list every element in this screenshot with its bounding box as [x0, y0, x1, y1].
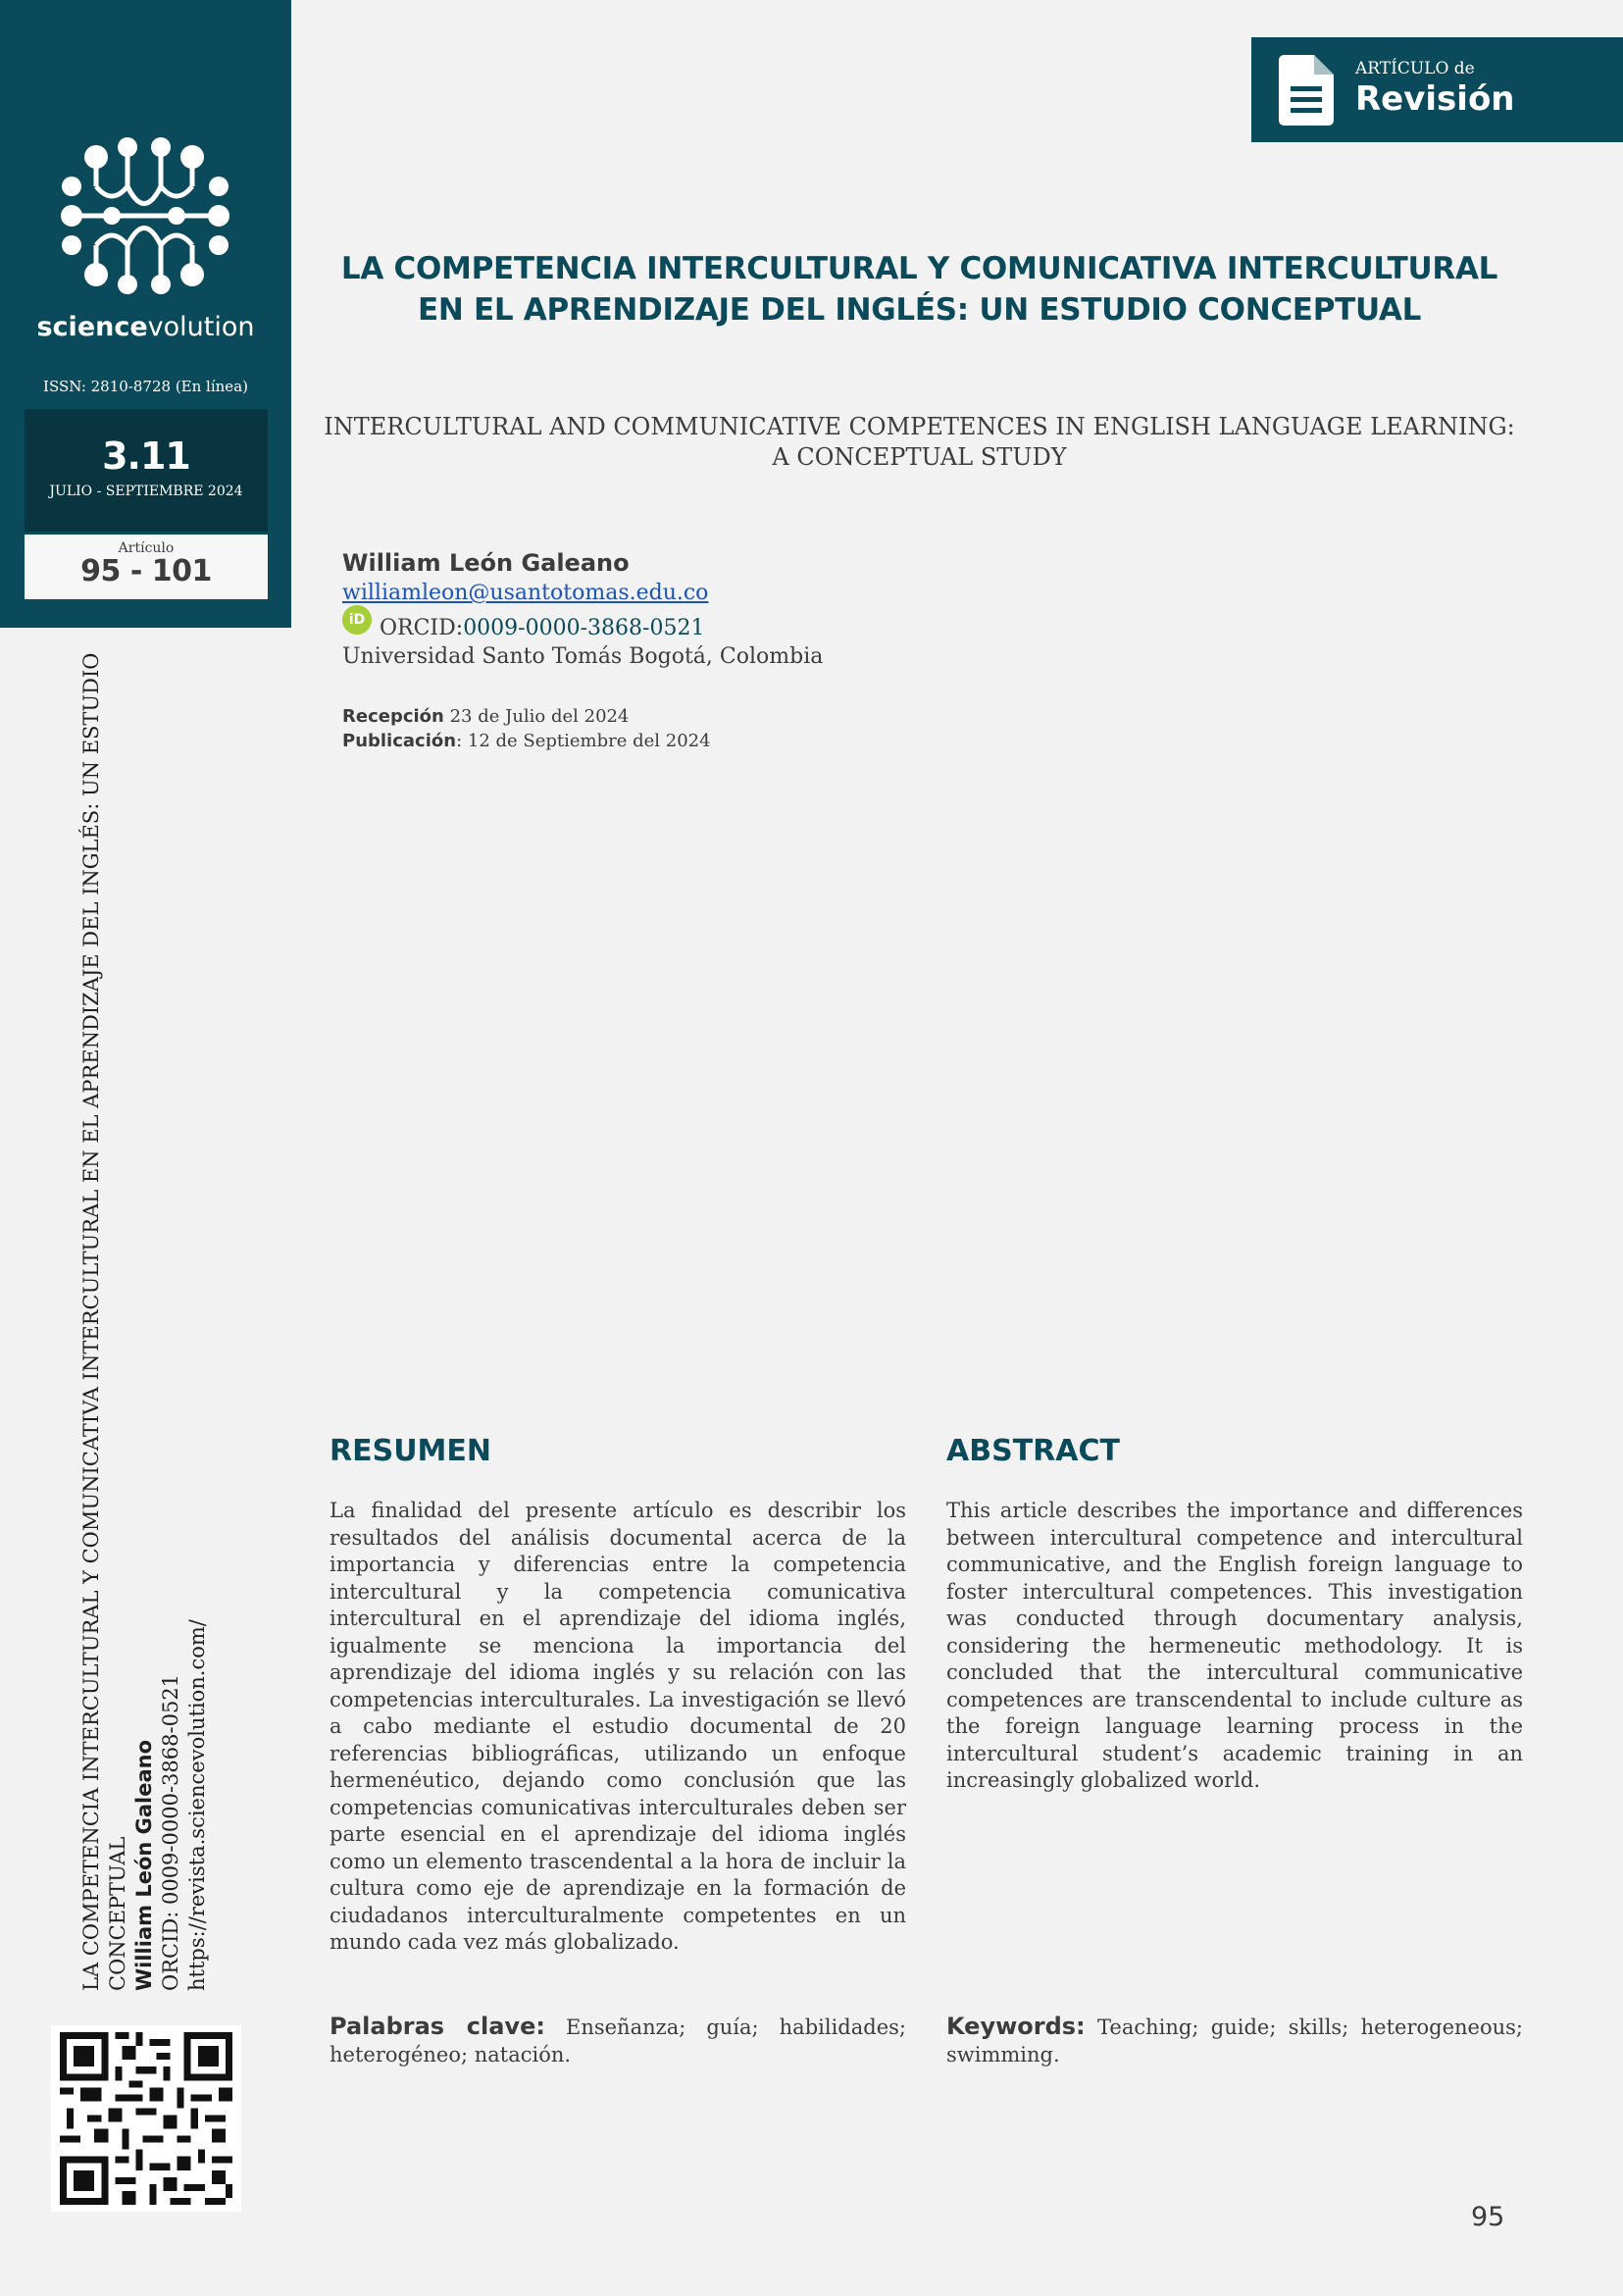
qr-code-icon [51, 2025, 241, 2212]
sciencevolution-logo-icon [57, 137, 233, 294]
journal-sidebar [0, 0, 291, 628]
rotated-title-line2: CONCEPTUAL [106, 1836, 129, 1991]
orcid-prefix: ORCID: [380, 615, 464, 640]
badge-type: Revisión [1355, 79, 1515, 119]
article-title: LA COMPETENCIA INTERCULTURAL Y COMUNICATIVA INTERCULTURAL EN EL APRENDIZAJE DEL INGLÉS: UN ESTUDIO CONCEPTUAL [340, 251, 1498, 328]
abstract-body: This article describes the importance and differences between intercultural competence and intercultural communicative, and the English foreign language to foster intercultural competences. This investigation was conducted through documentary analysis, considering the hermeneutic methodology. It is concluded that the intercultural communicative competences are transcendental to include culture as the foreign language learning process in the intercultural student’s academic training in an increasingly globalized world. [946, 1499, 1523, 1792]
resumen-section [330, 1434, 906, 1957]
rotated-url[interactable]: https://revista.sciencevolution.com/ [185, 1619, 209, 1991]
pages-box [25, 535, 268, 599]
brand-name: sciencevolution [36, 312, 255, 342]
dates-block [342, 704, 711, 753]
author-block [342, 549, 1225, 669]
abstract-section [946, 1434, 1523, 1795]
orcid-id[interactable]: 0009-0000-3868-0521 [463, 615, 705, 640]
reception-date: Recepción 23 de Julio del 2024 [342, 706, 630, 727]
article-label: Artículo [118, 540, 175, 556]
page-range: 95 - 101 [80, 554, 212, 588]
resumen-heading: RESUMEN [330, 1434, 492, 1468]
badge-label: ARTÍCULO de [1355, 59, 1475, 78]
rotated-title-line1: LA COMPETENCIA INTERCULTURAL Y COMUNICATIVA INTERCULTURAL EN EL APRENDIZAJE DEL INGLÉS: UN ESTUDIO [79, 652, 103, 1991]
keywords: Keywords: Teaching; guide; skills; heterogeneous; swimming. [946, 2013, 1523, 2066]
document-icon [1279, 55, 1334, 126]
orcid-row[interactable] [342, 613, 1225, 642]
resumen-body: La finalidad del presente artículo es describir los resultados del análisis documental acerca de la importancia y diferencias entre la competencia intercultural y la competencia comunicativa intercultural en el aprendizaje del idioma inglés, igualmente se menciona la importancia del aprendizaje del idioma inglés y su relación con las competencias interculturales. La investigación se llevó a cabo mediante el estudio documental de 20 referencias bibliográficas, utilizando un enfoque hermenéutico, dejando como conclusión que las competencias comunicativas interculturales deben ser parte esencial en el aprendizaje del idioma inglés como un elemento trascendental a la hora de incluir la cultura como eje de aprendizaje en la formación de ciudadanos interculturalmente competentes en un mundo cada vez más globalizado. [330, 1499, 906, 1954]
author-email-link[interactable]: williamleon@usantotomas.edu.co [342, 581, 709, 605]
publication-date: Publicación: 12 de Septiembre del 2024 [342, 731, 711, 751]
rotated-citation [78, 652, 211, 1991]
article-subtitle: INTERCULTURAL AND COMMUNICATIVE COMPETENCES IN ENGLISH LANGUAGE LEARNING: A CONCEPTUAL STUDY [324, 413, 1515, 471]
volume-number: 3.11 [102, 434, 190, 478]
page-number: 95 [1471, 2202, 1505, 2232]
author-name: William León Galeano [342, 549, 630, 577]
volume-period: JULIO - SEPTIEMBRE 2024 [49, 484, 243, 499]
article-type-badge [1251, 37, 1623, 142]
issn: ISSN: 2810-8728 (En línea) [43, 378, 248, 395]
volume-box [25, 409, 268, 532]
rotated-orcid: ORCID: 0009-0000-3868-0521 [159, 1673, 182, 1991]
abstract-heading: ABSTRACT [946, 1434, 1120, 1468]
palabras-clave: Palabras clave: Enseñanza; guía; habilidades; heterogéneo; natación. [330, 2013, 906, 2066]
affiliation: Universidad Santo Tomás Bogotá, Colombia [342, 644, 824, 669]
rotated-author: William León Galeano [132, 1739, 156, 1991]
orcid-icon: iD [342, 605, 372, 635]
